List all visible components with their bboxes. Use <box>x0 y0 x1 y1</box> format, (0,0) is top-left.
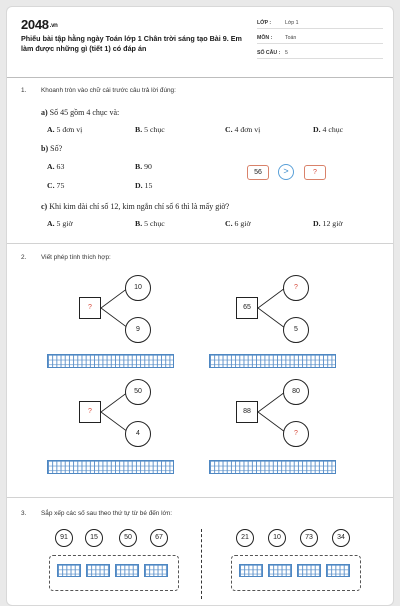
sort-number-circle: 34 <box>332 529 350 547</box>
tree-3-top-circle: 50 <box>125 379 151 405</box>
sequence-unknown-number: ? <box>304 165 326 180</box>
q1a-option-b[interactable]: B. 5 chục <box>135 125 165 134</box>
tree-1-bottom-circle: 9 <box>125 317 151 343</box>
sort-answer-cell[interactable] <box>86 564 110 577</box>
question-2-prompt: Viết phép tính thích hợp: <box>41 254 111 261</box>
tree-2-answer-grid[interactable] <box>209 354 336 368</box>
sort-answer-cell[interactable] <box>239 564 263 577</box>
tree-1-answer-grid[interactable] <box>47 354 174 368</box>
tree-3-bottom-circle: 4 <box>125 421 151 447</box>
tree-connector-lines <box>7 7 394 507</box>
sort-answer-cell[interactable] <box>268 564 292 577</box>
q1b-stem: b) Số? <box>41 144 63 153</box>
tree-2-top-circle: ? <box>283 275 309 301</box>
sort-answer-cell[interactable] <box>144 564 168 577</box>
q1c-option-a[interactable]: A. 5 giờ <box>47 219 73 228</box>
sort-answer-cell[interactable] <box>115 564 139 577</box>
q1b-option-d[interactable]: D. 15 <box>135 181 153 190</box>
q1a-option-d[interactable]: D. 4 chục <box>313 125 344 134</box>
tree-4-top-circle: 80 <box>283 379 309 405</box>
tree-1-square: ? <box>79 297 101 319</box>
tree-3-answer-grid[interactable] <box>47 460 174 474</box>
tree-2-bottom-circle: 5 <box>283 317 309 343</box>
q1c-option-b[interactable]: B. 5 chục <box>135 219 165 228</box>
sort-answer-cell[interactable] <box>57 564 81 577</box>
q1b-option-c[interactable]: C. 75 <box>47 181 65 190</box>
q1b-option-a[interactable]: A. 63 <box>47 162 65 171</box>
tree-1-top-circle: 10 <box>125 275 151 301</box>
question-2-number: 2. <box>21 254 27 261</box>
group-divider <box>201 529 202 599</box>
question-1-prompt: Khoanh tròn vào chữ cái trước câu trả lời đúng: <box>41 87 176 94</box>
greater-than-icon: > <box>278 164 294 180</box>
q1c-stem: c) Khi kim dài chỉ số 12, kim ngắn chỉ số 6 thì là mấy giờ? <box>41 202 230 211</box>
sequence-known-number: 56 <box>247 165 269 180</box>
tree-2-square: 65 <box>236 297 258 319</box>
sort-number-circle: 67 <box>150 529 168 547</box>
q1a-option-c[interactable]: C. 4 đơn vị <box>225 125 261 134</box>
question-1-number: 1. <box>21 87 27 94</box>
meta-subject: MÔN : Toán <box>257 32 383 44</box>
sort-number-circle: 91 <box>55 529 73 547</box>
sort-number-circle: 73 <box>300 529 318 547</box>
q1a-stem: a) Số 45 gồm 4 chục và: <box>41 108 120 117</box>
q1b-option-b[interactable]: B. 90 <box>135 162 152 171</box>
meta-question-count: SỐ CÂU : 5 <box>257 47 383 59</box>
tree-3-square: ? <box>79 401 101 423</box>
q1c-option-c[interactable]: C. 6 giờ <box>225 219 251 228</box>
sort-answer-cell[interactable] <box>297 564 321 577</box>
q1a-option-a[interactable]: A. 5 đơn vị <box>47 125 83 134</box>
sort-number-circle: 10 <box>268 529 286 547</box>
meta-class: LỚP : Lớp 1 <box>257 17 383 29</box>
page-title: Phiếu bài tập hằng ngày Toán lớp 1 Chân trời sáng tạo Bài 9. Em làm được những gì (tiết 1) có đáp án <box>21 34 242 53</box>
q1c-option-d[interactable]: D. 12 giờ <box>313 219 343 228</box>
sort-number-circle: 50 <box>119 529 137 547</box>
question-3-number: 3. <box>21 510 27 517</box>
section-divider-2 <box>7 497 394 498</box>
question-3-prompt: Sắp xếp các số sau theo thứ tự từ bé đến lớn: <box>41 510 173 517</box>
sort-number-circle: 21 <box>236 529 254 547</box>
tree-4-square: 88 <box>236 401 258 423</box>
sort-answer-cell[interactable] <box>326 564 350 577</box>
worksheet-page <box>6 6 394 606</box>
site-logo[interactable]: 2048.vn <box>21 17 58 32</box>
sort-number-circle: 15 <box>85 529 103 547</box>
tree-4-answer-grid[interactable] <box>209 460 336 474</box>
tree-4-bottom-circle: ? <box>283 421 309 447</box>
